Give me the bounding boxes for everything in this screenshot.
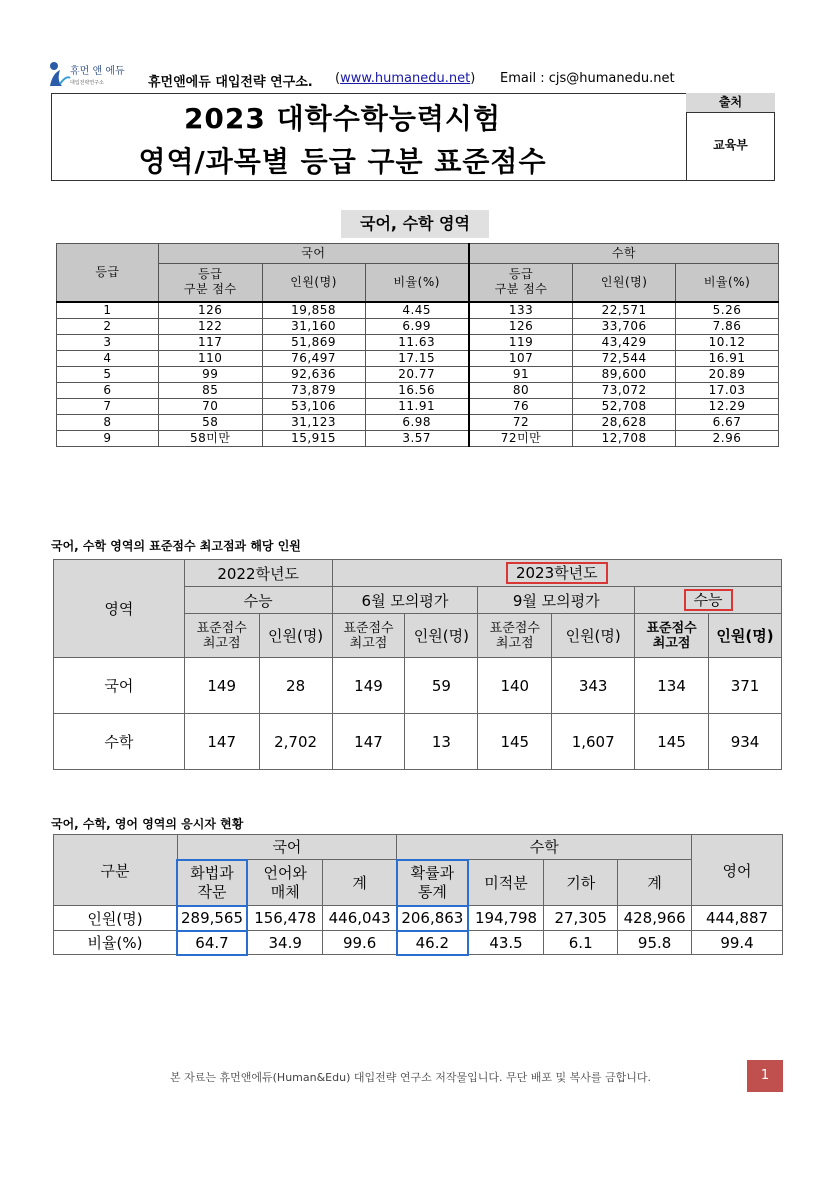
korean-cut-header: 등급 구분 점수	[158, 264, 262, 302]
cell-k-ratio: 11.63	[365, 334, 469, 350]
cell-grade: 6	[57, 382, 159, 398]
max-score-header: 표준점수 최고점	[635, 614, 709, 658]
cell-m-people: 33,706	[573, 318, 676, 334]
row-label: 인원(명)	[54, 906, 178, 931]
company-logo	[46, 58, 130, 88]
cell-m-ratio: 5.26	[676, 302, 779, 319]
cell-k-ratio: 3.57	[365, 430, 469, 446]
cell-k-cut: 122	[158, 318, 262, 334]
value-cell: 145	[478, 714, 552, 770]
calculus-header: 미적분	[468, 860, 544, 906]
value-cell: 145	[635, 714, 709, 770]
cell-m-people: 22,571	[573, 302, 676, 319]
cell-m-cut: 91	[469, 366, 573, 382]
value-cell: 99.4	[692, 931, 783, 955]
grade-table	[56, 243, 779, 447]
cell-k-people: 76,497	[262, 350, 365, 366]
cell-m-ratio: 20.89	[676, 366, 779, 382]
value-cell: 13	[405, 714, 478, 770]
table-row	[54, 714, 782, 770]
table-row	[54, 931, 783, 955]
cell-m-cut: 119	[469, 334, 573, 350]
cell-m-cut: 76	[469, 398, 573, 414]
value-cell: 140	[478, 658, 552, 714]
english-header: 영어	[692, 835, 783, 906]
cell-grade: 1	[57, 302, 159, 319]
table-row	[57, 398, 779, 414]
cell-k-people: 51,869	[262, 334, 365, 350]
value-cell: 59	[405, 658, 478, 714]
value-cell: 134	[635, 658, 709, 714]
cell-k-people: 15,915	[262, 430, 365, 446]
cell-grade: 3	[57, 334, 159, 350]
table-row	[54, 658, 782, 714]
email-text: Email : cjs@humanedu.net	[500, 71, 675, 86]
area-header: 영역	[54, 560, 185, 658]
value-cell: 1,607	[552, 714, 635, 770]
math-people-header: 인원(명)	[573, 264, 676, 302]
cell-k-cut: 85	[158, 382, 262, 398]
table-row	[57, 318, 779, 334]
cell-m-cut: 107	[469, 350, 573, 366]
cell-k-ratio: 6.99	[365, 318, 469, 334]
max-score-header: 표준점수 최고점	[478, 614, 552, 658]
math-group-header: 수학	[397, 835, 692, 860]
value-cell: 343	[552, 658, 635, 714]
table-row	[57, 414, 779, 430]
cell-k-cut: 70	[158, 398, 262, 414]
cell-m-people: 72,544	[573, 350, 676, 366]
cell-k-ratio: 20.77	[365, 366, 469, 382]
value-cell: 934	[709, 714, 782, 770]
cell-k-people: 31,160	[262, 318, 365, 334]
value-cell: 446,043	[323, 906, 397, 931]
cell-k-ratio: 17.15	[365, 350, 469, 366]
cell-k-people: 53,106	[262, 398, 365, 414]
year-2023-highlight: 2023학년도	[506, 562, 608, 584]
website-link[interactable]: www.humanedu.net	[340, 71, 471, 86]
grade-section-title: 국어, 수학 영역	[341, 210, 489, 238]
cell-k-people: 92,636	[262, 366, 365, 382]
cell-k-ratio: 4.45	[365, 302, 469, 319]
value-cell: 28	[259, 658, 332, 714]
cell-grade: 4	[57, 350, 159, 366]
max-score-header: 표준점수 최고점	[184, 614, 259, 658]
grade-header: 등급	[57, 244, 159, 302]
value-cell: 149	[332, 658, 405, 714]
applicant-table	[53, 834, 783, 956]
category-header: 구분	[54, 835, 178, 906]
row-label: 비율(%)	[54, 931, 178, 955]
value-cell: 27,305	[544, 906, 618, 931]
cell-k-cut: 117	[158, 334, 262, 350]
cell-grade: 8	[57, 414, 159, 430]
math-cut-header: 등급 구분 점수	[469, 264, 573, 302]
cell-grade: 7	[57, 398, 159, 414]
cell-m-ratio: 10.12	[676, 334, 779, 350]
suneung-2022-header: 수능	[184, 587, 332, 614]
max-score-header: 표준점수 최고점	[332, 614, 405, 658]
max-score-table	[53, 559, 782, 770]
year-2022-header: 2022학년도	[184, 560, 332, 587]
people-header: 인원(명)	[405, 614, 478, 658]
page-title-line1: 2023 대학수학능력시험	[183, 102, 502, 135]
cell-m-ratio: 7.86	[676, 318, 779, 334]
eoneo-header: 언어와 매체	[247, 860, 323, 906]
table-row	[57, 302, 779, 319]
cell-k-cut: 58미만	[158, 430, 262, 446]
korean-total-header: 계	[323, 860, 397, 906]
value-cell: 95.8	[618, 931, 692, 955]
value-cell: 206,863	[397, 906, 468, 931]
area-label: 수학	[54, 714, 185, 770]
page-title-line2: 영역/과목별 등급 구분 표준점수	[138, 145, 547, 178]
cell-k-ratio: 11.91	[365, 398, 469, 414]
svg-text:휴먼 앤 에듀: 휴먼 앤 에듀	[70, 66, 125, 77]
cell-k-cut: 110	[158, 350, 262, 366]
geometry-header: 기하	[544, 860, 618, 906]
people-header: 인원(명)	[709, 614, 782, 658]
cell-m-ratio: 12.29	[676, 398, 779, 414]
math-header: 수학	[469, 244, 779, 264]
cell-m-people: 73,072	[573, 382, 676, 398]
cell-m-cut: 133	[469, 302, 573, 319]
korean-ratio-header: 비율(%)	[365, 264, 469, 302]
cell-k-ratio: 6.98	[365, 414, 469, 430]
applicant-section-title: 국어, 수학, 영어 영역의 응시자 현황	[51, 817, 244, 831]
korean-group-header: 국어	[177, 835, 397, 860]
cell-k-ratio: 16.56	[365, 382, 469, 398]
cell-m-cut: 72	[469, 414, 573, 430]
cell-k-cut: 58	[158, 414, 262, 430]
cell-grade: 9	[57, 430, 159, 446]
suneung-2023-header	[635, 587, 782, 614]
max-section-title: 국어, 수학 영역의 표준점수 최고점과 해당 인원	[51, 539, 301, 553]
hwabeop-header: 화법과 작문	[177, 860, 247, 906]
cell-m-ratio: 16.91	[676, 350, 779, 366]
page-number: 1	[747, 1060, 783, 1092]
probability-header: 확률과 통계	[397, 860, 468, 906]
cell-m-people: 89,600	[573, 366, 676, 382]
table-row	[57, 382, 779, 398]
table-row	[57, 334, 779, 350]
cell-k-people: 73,879	[262, 382, 365, 398]
value-cell: 2,702	[259, 714, 332, 770]
cell-m-people: 12,708	[573, 430, 676, 446]
table-row	[54, 906, 783, 931]
cell-grade: 2	[57, 318, 159, 334]
cell-m-ratio: 17.03	[676, 382, 779, 398]
year-2023-header	[332, 560, 781, 587]
cell-k-people: 19,858	[262, 302, 365, 319]
value-cell: 147	[184, 714, 259, 770]
org-name: 휴먼앤에듀 대입전략 연구소.	[148, 75, 313, 90]
people-header: 인원(명)	[552, 614, 635, 658]
korean-people-header: 인원(명)	[262, 264, 365, 302]
value-cell: 371	[709, 658, 782, 714]
suneung-2023-highlight: 수능	[684, 589, 733, 611]
cell-m-people: 52,708	[573, 398, 676, 414]
math-ratio-header: 비율(%)	[676, 264, 779, 302]
cell-m-ratio: 6.67	[676, 414, 779, 430]
value-cell: 34.9	[247, 931, 323, 955]
table-row	[57, 366, 779, 382]
june-mock-header: 6월 모의평가	[332, 587, 478, 614]
value-cell: 149	[184, 658, 259, 714]
value-cell: 46.2	[397, 931, 468, 955]
source-label: 출처	[686, 93, 775, 113]
cell-k-cut: 126	[158, 302, 262, 319]
cell-m-cut: 72미만	[469, 430, 573, 446]
value-cell: 156,478	[247, 906, 323, 931]
cell-k-people: 31,123	[262, 414, 365, 430]
sept-mock-header: 9월 모의평가	[478, 587, 635, 614]
value-cell: 99.6	[323, 931, 397, 955]
value-cell: 194,798	[468, 906, 544, 931]
value-cell: 6.1	[544, 931, 618, 955]
cell-m-people: 43,429	[573, 334, 676, 350]
people-header: 인원(명)	[259, 614, 332, 658]
cell-m-ratio: 2.96	[676, 430, 779, 446]
cell-k-cut: 99	[158, 366, 262, 382]
value-cell: 43.5	[468, 931, 544, 955]
website-link-wrapper: (www.humanedu.net)	[335, 71, 476, 86]
source-value: 교육부	[713, 138, 748, 152]
korean-header: 국어	[158, 244, 469, 264]
value-cell: 428,966	[618, 906, 692, 931]
cell-m-cut: 80	[469, 382, 573, 398]
cell-grade: 5	[57, 366, 159, 382]
table-row	[57, 350, 779, 366]
math-total-header: 계	[618, 860, 692, 906]
value-cell: 289,565	[177, 906, 247, 931]
cell-m-cut: 126	[469, 318, 573, 334]
area-label: 국어	[54, 658, 185, 714]
cell-m-people: 28,628	[573, 414, 676, 430]
footer-notice: 본 자료는 휴먼앤에듀(Human&Edu) 대입전략 연구소 저작물입니다. 무단 배포 및 복사를 금합니다.	[170, 1071, 651, 1084]
value-cell: 444,887	[692, 906, 783, 931]
value-cell: 64.7	[177, 931, 247, 955]
value-cell: 147	[332, 714, 405, 770]
table-row	[57, 430, 779, 446]
svg-text:대입전략연구소: 대입전략연구소	[70, 80, 104, 86]
